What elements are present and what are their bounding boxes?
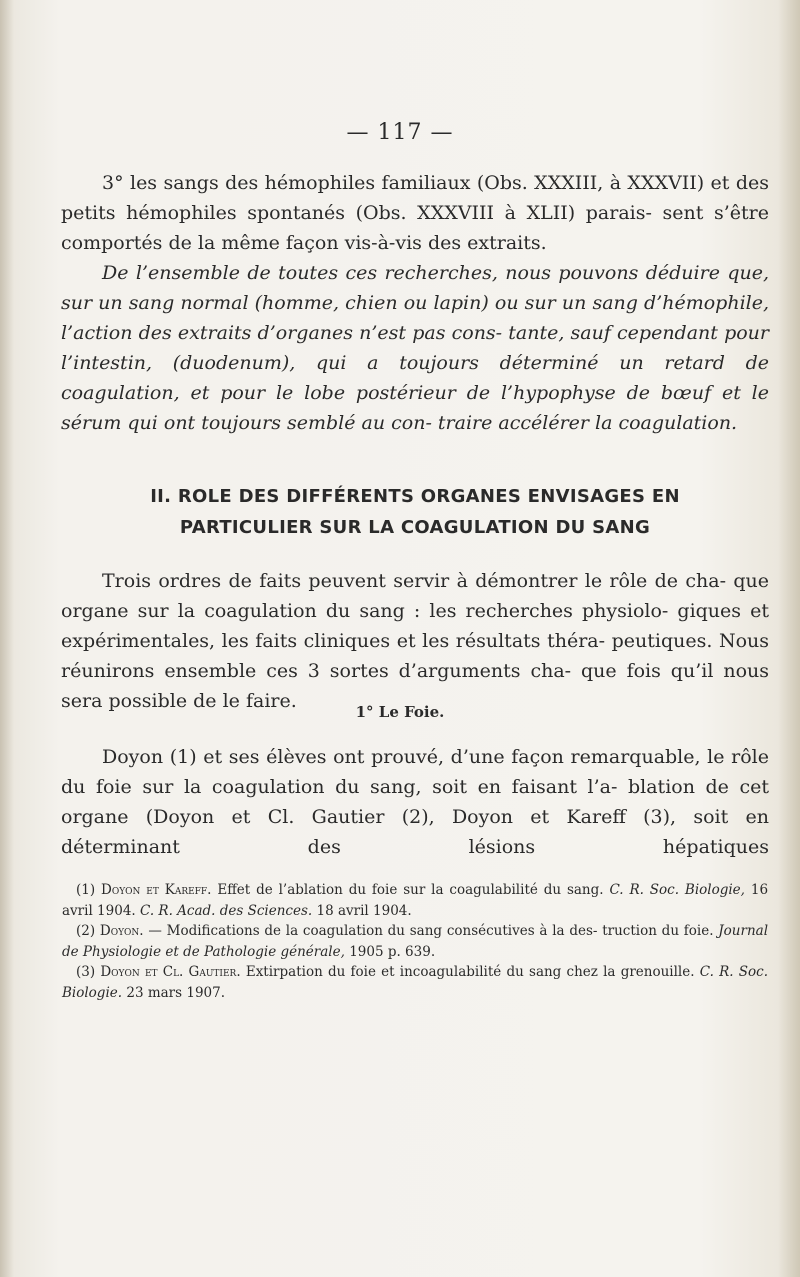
footnote-3-date: 23 mars 1907. (126, 984, 225, 1001)
footnote-3 (62, 962, 768, 1003)
footnote-1-source: C. R. Soc. Biologie, (609, 882, 745, 898)
footnote-1-title: Effet de l’ablation du foie sur la coagulabilité du sang. (217, 882, 604, 898)
footnote-1-authors: Doyon et Kareff. (101, 882, 212, 898)
paragraph-foie-text: Doyon (1) et ses élèves ont prouvé, d’une façon remarquable, le rôle du foie sur la coagulation du sang, soit en faisant l’a- blation de cet organe (Doyon et Cl. Gautier (2), Doyon et Kareff (3), soit en déterminant des lésions hépatiques (61, 746, 769, 858)
section-heading-line-2: PARTICULIER SUR LA COAGULATION DU SANG (179, 517, 651, 538)
paragraph-conclusion (61, 258, 769, 438)
footnote-3-authors: Doyon et Cl. Gautier. (100, 964, 241, 980)
paragraph-introduction-text: Trois ordres de faits peuvent servir à démontrer le rôle de cha- que organe sur la coagulation du sang : les recherches physiolo- giques et expérimentales, les faits cliniques et les résultats théra- peutiques. Nous réunirons ensemble ces 3 sortes d’arguments cha- que fois qu’il nous sera possible de le faire. (61, 570, 769, 712)
paragraph-observations (61, 168, 769, 258)
footnote-2-date: 1905 p. 639. (349, 943, 436, 960)
footnote-3-source: C. R. Soc. Biologie. (62, 964, 768, 1001)
footnote-2-number: (2) (76, 923, 96, 939)
paragraph-introduction (61, 566, 769, 716)
footnote-2-source: Journal de Physiologie et de Pathologie générale, (62, 923, 769, 960)
footnote-2 (62, 921, 768, 962)
section-heading (100, 481, 730, 543)
footnote-2-title: — Modifications de la coagulation du sang consécutives à la des- truction du foie. (148, 923, 714, 939)
footnotes (62, 880, 768, 1003)
section-heading-line-1: II. ROLE DES DIFFÉRENTS ORGANES ENVISAGES EN (150, 486, 680, 507)
page-right-edge-shadow (778, 0, 800, 1277)
paragraph-observations-text: 3° les sangs des hémophiles familiaux (Obs. XXXIII, à XXXVII) et des petits hémophiles spontanés (Obs. XXXVIII à XLII) parais- sent s’être comportés de la même façon vis-à-vis des extraits. (61, 172, 769, 254)
footnote-1-source-2: C. R. Acad. des Sciences. (140, 902, 313, 919)
paragraph-conclusion-text: De l’ensemble de toutes ces recherches, nous pouvons déduire que, sur un sang normal (homme, chien ou lapin) ou sur un sang d’hémophile, l’action des extraits d’organes n’est pas cons- tante, sauf cependant pour l’intestin, (duodenum), qui a toujours déterminé un retard de coagulation, et pour le lobe postérieur de l’hypophyse de bœuf et le sérum qui ont toujours semblé au con- traire accélérer la coagulation. (61, 262, 769, 434)
footnote-1 (62, 880, 768, 921)
footnote-2-authors: Doyon. (99, 923, 144, 939)
footnote-3-title: Extirpation du foie et incoagulabilité du sang chez la grenouille. (245, 964, 695, 980)
footnote-3-number: (3) (76, 964, 96, 980)
footnote-1-number: (1) (76, 882, 96, 898)
page-left-edge-shadow (0, 0, 14, 1277)
paragraph-foie (61, 742, 769, 862)
page-number: — 117 — (346, 120, 454, 145)
subheading-foie: 1° Le Foie. (355, 703, 445, 721)
footnote-1-date: 16 avril 1904. (62, 882, 769, 919)
footnote-1-date-2: 18 avril 1904. (316, 902, 412, 919)
